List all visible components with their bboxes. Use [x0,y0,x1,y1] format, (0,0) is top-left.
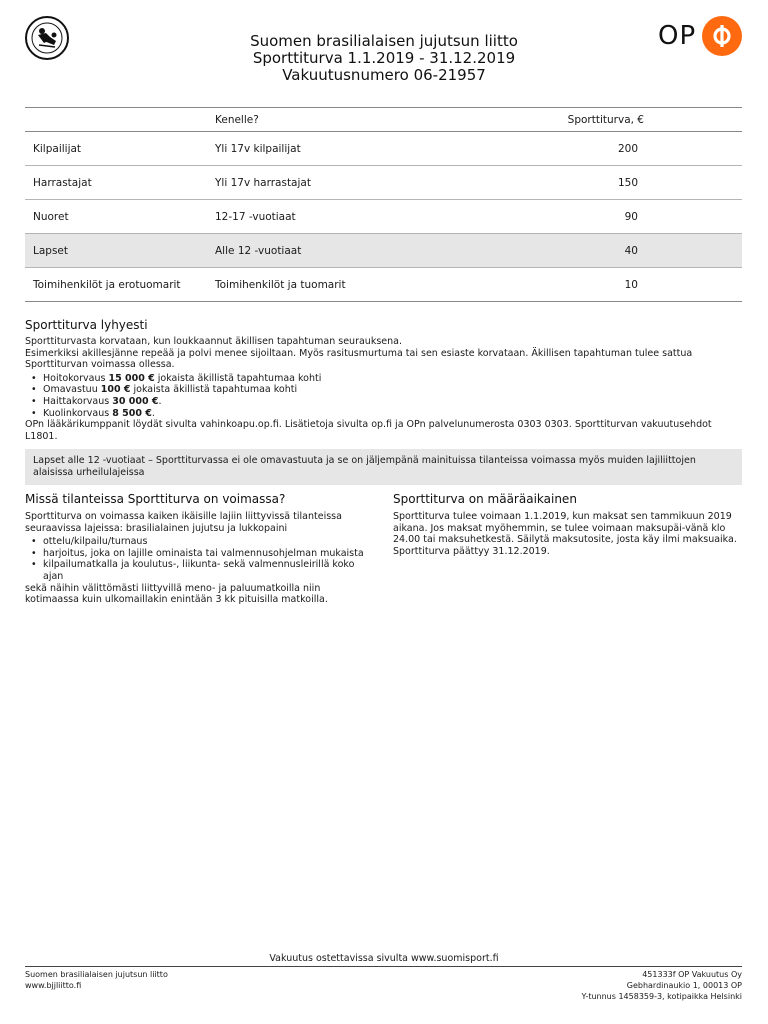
footer-insurer: 451333f OP Vakuutus Oy [642,970,742,979]
row-who: Yli 17v kilpailijat [207,132,523,166]
bullet-amount: 100 € [100,384,131,396]
bullet-text: . [151,407,155,419]
fighters-emblem-icon [30,21,64,55]
op-logo [658,16,742,56]
bullet-text: Kuolinkorvaus [43,407,113,419]
table-row [25,268,742,302]
summary-bullet-list [25,373,745,419]
list-item [43,384,745,396]
bullet-text: jokaista äkillistä tapahtumaa kohti [130,384,298,396]
list-item [43,396,745,408]
summary-paragraph: Esimerkiksi akillesjänne repeää ja polvi menee sijoiltaan. Myös rasitusmurtuma tai sen esiaste korvataan. Äkillisen tapahtuman tulee sattua Sporttiturvan voimassa ollessa. [25,347,693,371]
table-header-group [25,108,207,132]
list-item: • kilpailumatkalla ja koulutus-, liikunta- sekä valmennusleirillä koko ajan [43,559,375,582]
header-organization: Suomen brasilialaisen jujutsun liitto [250,32,518,50]
op-logo-text: OP [658,21,697,51]
document-header [180,33,588,84]
validity-intro: Sporttiturva on voimassa kaiken ikäisille lajiin liittyvissä tilanteissa seuraavissa lajeissa: brasilialainen jujutsu ja lukkopaini [25,511,342,534]
row-who: 12-17 -vuotiaat [207,200,523,234]
footer-purchase-info: Vakuutus ostettavissa sivulta www.suomisport.fi [269,953,499,964]
row-group: Kilpailijat [25,132,207,166]
federation-logo [25,16,69,60]
footer-business-id: Y-tunnus 1458359-3, kotipaikka Helsinki [581,992,742,1001]
list-item: • ottelu/kilpailu/turnaus [43,536,375,548]
bullet-amount: 15 000 € [108,372,155,384]
bullet-amount: 30 000 € [112,395,159,407]
table-header-row [25,108,742,132]
footer-organization: Suomen brasilialaisen jujutsun liitto [25,970,168,979]
table-row [25,234,742,268]
summary-paragraph: Sporttiturvasta korvataan, kun loukkaannut äkillisen tapahtuman seurauksena. [25,336,402,347]
list-item: • harjoitus, joka on lajille ominaista tai valmennusohjelman mukaista [43,548,375,560]
row-who: Toimihenkilöt ja tuomarit [207,268,523,302]
validity-bullet-list [25,536,375,582]
bullet-text: Hoitokorvaus [43,372,109,384]
list-item [43,408,745,420]
bullet-text: Omavastuu [43,384,101,396]
validity-section [25,511,375,606]
children-note: Lapset alle 12 -vuotiaat – Sporttiturvassa ei ole omavastuuta ja se on jäljempänä mainituissa tilanteissa voimassa myös muiden lajiliittojen alaisissa urheilulajeissa [25,449,742,485]
row-group: Harrastajat [25,166,207,200]
table-row [25,200,742,234]
table-header-amount: Sporttiturva, € [523,108,742,132]
row-amount: 200 [523,132,742,166]
term-section [393,511,743,557]
summary-contact-paragraph: OPn lääkärikumppanit löydät sivulta vahinkoapu.op.fi. Lisätietoja sivulta op.fi ja OPn palvelunumerosta 0303 0303. Sporttiturvan vakuutusehdot L1801. [25,419,712,442]
row-group: Nuoret [25,200,207,234]
bullet-amount: 8 500 € [112,407,152,419]
row-group: Lapset [25,234,207,268]
table-row [25,166,742,200]
list-item [43,373,745,385]
row-amount: 40 [523,234,742,268]
summary-section [25,336,745,442]
op-emblem-icon [702,16,742,56]
footer-divider [25,966,742,967]
row-amount: 10 [523,268,742,302]
header-period: Sporttiturva 1.1.2019 - 31.12.2019 [252,49,516,67]
summary-title: Sporttiturva lyhyesti [25,318,148,332]
row-amount: 90 [523,200,742,234]
footer-left [25,969,168,991]
term-paragraph: Sporttiturva tulee voimaan 1.1.2019, kun maksat sen tammikuun 2019 aikana. Jos maksat myöhemmin, se tulee voimaan maksupäi-vänä klo 24.00 tai maksuhetkestä. Säilytä maksutosite, josta käy ilmi maksuaika. Sporttiturva päättyy 31.12.2019. [393,511,737,557]
table-header-who: Kenelle? [207,108,523,132]
footer-website-link[interactable]: www.bjjliitto.fi [25,981,82,990]
header-policy-number: Vakuutusnumero 06-21957 [282,66,486,84]
row-group: Toimihenkilöt ja erotuomarit [25,268,207,302]
table-row [25,132,742,166]
footer-address: Gebhardinaukio 1, 00013 OP [626,981,742,990]
row-who: Yli 17v harrastajat [207,166,523,200]
row-who: Alle 12 -vuotiaat [207,234,523,268]
validity-title: Missä tilanteissa Sporttiturva on voimassa? [25,492,286,506]
coverage-table [25,107,742,302]
row-amount: 150 [523,166,742,200]
bullet-text: jokaista äkillistä tapahtumaa kohti [154,372,322,384]
bullet-text: . [158,395,162,407]
bullet-text: Haittakorvaus [43,395,113,407]
validity-outro: sekä näihin välittömästi liittyvillä meno- ja paluumatkoilla niin kotimaassa kuin ulkomaillakin enintään 3 kk pituisilla matkoilla. [25,582,328,606]
footer-right [582,969,743,1002]
term-title: Sporttiturva on määräaikainen [393,492,577,506]
